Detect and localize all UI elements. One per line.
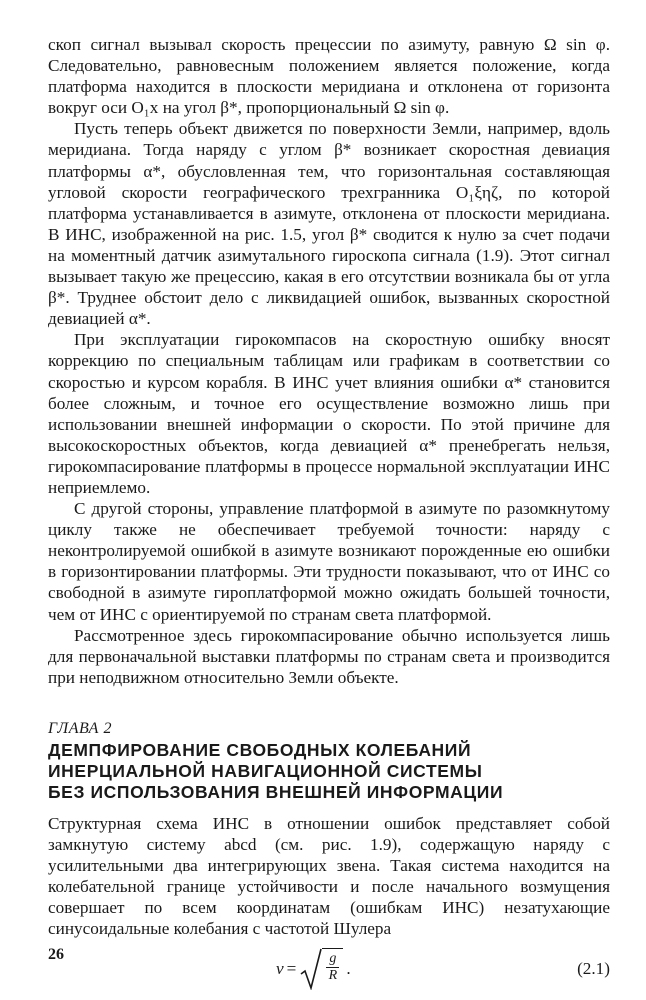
equation-number: (2.1) — [577, 959, 610, 979]
formula-row — [48, 947, 610, 991]
formula-equals: = — [286, 959, 297, 979]
formula-trailing: . — [346, 959, 351, 979]
chapter-label: ГЛАВА 2 — [48, 719, 112, 737]
radical-icon — [300, 948, 322, 990]
paragraph-5: Рассмотренное здесь гирокомпасирование обычно используется лишь для первоначальной выставки платформы по странам света и производится при неподвижном относительно Земли объекте. — [48, 625, 610, 687]
paragraph-1: скоп сигнал вызывал скорость прецессии по азимуту, равную Ω sin φ. Следовательно, равновесным положением является положение, когда платформа находится в плоскости меридиана и отклонена от горизонта вокруг оси O₁x на угол β*, пропорциональный Ω sin φ. — [48, 35, 610, 118]
chapter-title-line-3: БЕЗ ИСПОЛЬЗОВАНИЯ ВНЕШНЕЙ ИНФОРМАЦИИ — [48, 781, 504, 802]
sqrt-sign — [300, 948, 343, 990]
formula-denominator: R — [328, 968, 338, 984]
formula-lhs: ν — [276, 959, 284, 979]
paragraph-2: Пусть теперь объект движется по поверхности Земли, например, вдоль меридиана. Тогда наряду с углом β* возникает скоростная девиация платформы α*, обусловленная тем, что горизонтальная составляющая угловой скорости географического трехгранника O₁ξηζ, по которой платформа устанавливается в азимуте, отклонена от плоскости меридиана. В ИНС, изображенной на рис. 1.5, угол β* сводится к нулю за счет подачи на моментный датчик азимутального гироскопа сигнала (1.9). Этот сигнал вызывает такую же прецессию, какая в его отсутствии возникала бы от угла β*. Труднее обстоит дело с ликвидацией ошибок, вызванных скоростной девиацией α*. — [48, 119, 610, 329]
formula-fraction — [322, 948, 343, 990]
paragraph-3: При эксплуатации гирокомпасов на скоростную ошибку вносят коррекцию по специальным таблицам или графикам в соответствии со скоростью и курсом корабля. В ИНС учет влияния ошибки α* становится более сложным, и точное его осуществление возможно лишь при использовании внешней информации о скорости. По этой причине для высокоскоростных объектов, когда девиацией α* пренебрегать нельзя, гирокомпасирование платформы в процессе нормальной эксплуатации ИНС неприемлемо. — [48, 330, 610, 497]
paragraph-4: С другой стороны, управление платформой в азимуте по разомкнутому циклу также не обеспечивает требуемой точности: наряду с неконтролируемой ошибкой в азимуте возникают порожденные ею ошибки в горизонтировании платформы. Эти трудности показывают, что от ИНС со свободной в азимуте гироплатформой можно ожидать большей точности, чем от ИНС с ориентируемой по странам света платформой. — [48, 499, 610, 624]
chapter-title-line-2: ИНЕРЦИАЛЬНОЙ НАВИГАЦИОННОЙ СИСТЕМЫ — [48, 760, 483, 781]
formula-numerator: g — [326, 951, 339, 968]
chapter-title — [48, 740, 610, 803]
schuler-formula — [276, 947, 351, 991]
chapter-title-line-1: ДЕМПФИРОВАНИЕ СВОБОДНЫХ КОЛЕБАНИЙ — [48, 739, 472, 760]
page-number: 26 — [48, 946, 64, 963]
page-body — [48, 34, 610, 991]
chapter-intro-paragraph: Структурная схема ИНС в отношении ошибок представляет собой замкнутую систему abcd (см. рис. 1.9), содержащую наряду с усилительными два интегрирующих звена. Такая система находится на колебательной границе устойчивости и после начального возмущения совершает по всем координатам (ошибкам ИНС) незатухающие синусоидальные колебания с частотой Шулера — [48, 813, 610, 939]
